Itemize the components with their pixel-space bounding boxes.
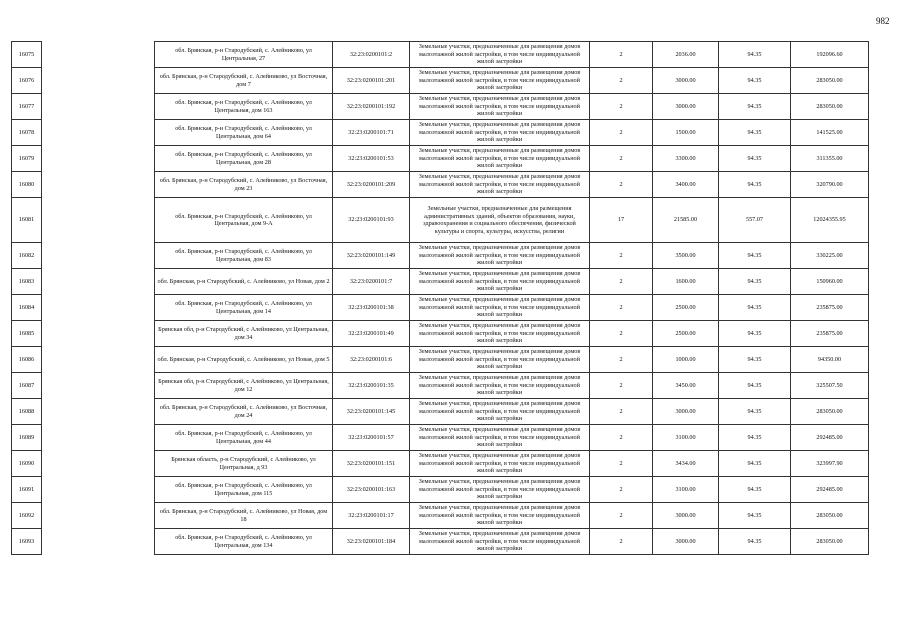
cadastral-number-cell: 32:23:0200101:2 <box>333 42 410 68</box>
group-number-cell: 2 <box>590 503 653 529</box>
record-number-cell: 16084 <box>12 295 42 321</box>
permitted-use-cell: Земельные участки, предназначенные для размещения домов малоэтажной жилой застройки, в том числе индивидуальной жилой застройки <box>410 269 590 295</box>
permitted-use-cell: Земельные участки, предназначенные для размещения домов малоэтажной жилой застройки, в том числе индивидуальной жилой застройки <box>410 477 590 503</box>
spacer-cell <box>42 425 155 451</box>
record-number-cell: 16078 <box>12 120 42 146</box>
cadastral-number-cell: 32:23:0200101:17 <box>333 503 410 529</box>
land-register-table <box>11 41 869 555</box>
cadastral-number-cell: 32:23:0200101:184 <box>333 529 410 555</box>
group-number-cell: 2 <box>590 295 653 321</box>
group-number-cell: 2 <box>590 243 653 269</box>
area-cell: 2500.00 <box>653 295 719 321</box>
address-cell: обл. Брянская, р-н Стародубский, с. Алейниково, ул Восточная, дом 23 <box>155 172 333 198</box>
specific-value-cell: 94.35 <box>719 243 791 269</box>
specific-value-cell: 557.07 <box>719 198 791 243</box>
group-number-cell: 2 <box>590 321 653 347</box>
specific-value-cell: 94.35 <box>719 321 791 347</box>
record-number-cell: 16087 <box>12 373 42 399</box>
record-number-cell: 16076 <box>12 68 42 94</box>
record-number-cell: 16088 <box>12 399 42 425</box>
cadastral-value-cell: 311355.00 <box>791 146 869 172</box>
area-cell: 3000.00 <box>653 94 719 120</box>
area-cell: 1600.00 <box>653 269 719 295</box>
group-number-cell: 2 <box>590 68 653 94</box>
table-row <box>12 243 869 269</box>
group-number-cell: 2 <box>590 529 653 555</box>
record-number-cell: 16092 <box>12 503 42 529</box>
spacer-cell <box>42 347 155 373</box>
specific-value-cell: 94.35 <box>719 399 791 425</box>
record-number-cell: 16082 <box>12 243 42 269</box>
address-cell: обл. Брянская, р-н Стародубский, с. Алейниково, ул Центральная, дом 9-А <box>155 198 333 243</box>
cadastral-value-cell: 150960.00 <box>791 269 869 295</box>
permitted-use-cell: Земельные участки, предназначенные для размещения домов малоэтажной жилой застройки, в том числе индивидуальной жилой застройки <box>410 529 590 555</box>
cadastral-number-cell: 32:23:0200101:93 <box>333 198 410 243</box>
address-cell: обл. Брянская, р-н Стародубский, с. Алейниково, ул Восточная, дом 24 <box>155 399 333 425</box>
address-cell: обл. Брянская, р-н Стародубский, с. Алейниково, ул Центральная, дом 14 <box>155 295 333 321</box>
permitted-use-cell: Земельные участки, предназначенные для размещения домов малоэтажной жилой застройки, в том числе индивидуальной жилой застройки <box>410 347 590 373</box>
cadastral-value-cell: 325507.50 <box>791 373 869 399</box>
group-number-cell: 2 <box>590 172 653 198</box>
cadastral-number-cell: 32:23:0200101:57 <box>333 425 410 451</box>
address-cell: обл. Брянская, р-н Стародубский, с. Алейниково, ул Центральная, дом 44 <box>155 425 333 451</box>
specific-value-cell: 94.35 <box>719 42 791 68</box>
spacer-cell <box>42 172 155 198</box>
spacer-cell <box>42 295 155 321</box>
record-number-cell: 16089 <box>12 425 42 451</box>
permitted-use-cell: Земельные участки, предназначенные для размещения домов малоэтажной жилой застройки, в том числе индивидуальной жилой застройки <box>410 94 590 120</box>
cadastral-number-cell: 32:23:0200101:151 <box>333 451 410 477</box>
address-cell: обл. Брянская, р-н Стародубский, с. Алейниково, ул Центральная, дом 83 <box>155 243 333 269</box>
spacer-cell <box>42 198 155 243</box>
cadastral-number-cell: 32:23:0200101:7 <box>333 269 410 295</box>
permitted-use-cell: Земельные участки, предназначенные для размещения домов малоэтажной жилой застройки, в том числе индивидуальной жилой застройки <box>410 295 590 321</box>
spacer-cell <box>42 269 155 295</box>
address-cell: обл. Брянская, р-н Стародубский, с. Алейниково, ул Центральная, дом 163 <box>155 94 333 120</box>
permitted-use-cell: Земельные участки, предназначенные для размещения домов малоэтажной жилой застройки, в том числе индивидуальной жилой застройки <box>410 451 590 477</box>
permitted-use-cell: Земельные участки, предназначенные для размещения домов малоэтажной жилой застройки, в том числе индивидуальной жилой застройки <box>410 503 590 529</box>
spacer-cell <box>42 477 155 503</box>
spacer-cell <box>42 68 155 94</box>
permitted-use-cell: Земельные участки, предназначенные для размещения домов малоэтажной жилой застройки, в том числе индивидуальной жилой застройки <box>410 42 590 68</box>
record-number-cell: 16093 <box>12 529 42 555</box>
page-number: 982 <box>876 16 890 26</box>
area-cell: 3400.00 <box>653 172 719 198</box>
cadastral-number-cell: 32:23:0200101:209 <box>333 172 410 198</box>
cadastral-value-cell: 94350.00 <box>791 347 869 373</box>
area-cell: 1500.00 <box>653 120 719 146</box>
specific-value-cell: 94.35 <box>719 146 791 172</box>
spacer-cell <box>42 373 155 399</box>
cadastral-value-cell: 320790.00 <box>791 172 869 198</box>
record-number-cell: 16080 <box>12 172 42 198</box>
area-cell: 1000.00 <box>653 347 719 373</box>
group-number-cell: 2 <box>590 451 653 477</box>
cadastral-value-cell: 235875.00 <box>791 321 869 347</box>
table-row <box>12 198 869 243</box>
cadastral-number-cell: 32:23:0200101:192 <box>333 94 410 120</box>
table-row <box>12 477 869 503</box>
record-number-cell: 16085 <box>12 321 42 347</box>
permitted-use-cell: Земельные участки, предназначенные для размещения домов малоэтажной жилой застройки, в том числе индивидуальной жилой застройки <box>410 172 590 198</box>
cadastral-value-cell: 141525.00 <box>791 120 869 146</box>
group-number-cell: 2 <box>590 373 653 399</box>
cadastral-value-cell: 283050.00 <box>791 94 869 120</box>
specific-value-cell: 94.35 <box>719 529 791 555</box>
specific-value-cell: 94.35 <box>719 451 791 477</box>
specific-value-cell: 94.35 <box>719 347 791 373</box>
specific-value-cell: 94.35 <box>719 425 791 451</box>
permitted-use-cell: Земельные участки, предназначенные для размещения административных зданий, объектов образования, науки, здравоохранения и социального обеспечения, физической культуры и спорта, культуры, искусства, религии <box>410 198 590 243</box>
cadastral-value-cell: 283050.00 <box>791 503 869 529</box>
spacer-cell <box>42 94 155 120</box>
record-number-cell: 16077 <box>12 94 42 120</box>
group-number-cell: 2 <box>590 42 653 68</box>
cadastral-value-cell: 12024355.95 <box>791 198 869 243</box>
specific-value-cell: 94.35 <box>719 68 791 94</box>
group-number-cell: 2 <box>590 399 653 425</box>
area-cell: 3500.00 <box>653 243 719 269</box>
permitted-use-cell: Земельные участки, предназначенные для размещения домов малоэтажной жилой застройки, в том числе индивидуальной жилой застройки <box>410 146 590 172</box>
area-cell: 3450.00 <box>653 373 719 399</box>
address-cell: обл. Брянская, р-н Стародубский, с. Алейниково, ул Центральная, дом 134 <box>155 529 333 555</box>
area-cell: 2500.00 <box>653 321 719 347</box>
cadastral-value-cell: 330225.00 <box>791 243 869 269</box>
table-row <box>12 94 869 120</box>
record-number-cell: 16079 <box>12 146 42 172</box>
address-cell: Брянская обл, р-н Стародубский, с Алейниково, ул Центральная, дом 12 <box>155 373 333 399</box>
area-cell: 3300.00 <box>653 146 719 172</box>
record-number-cell: 16090 <box>12 451 42 477</box>
specific-value-cell: 94.35 <box>719 503 791 529</box>
cadastral-number-cell: 32:23:0200101:71 <box>333 120 410 146</box>
cadastral-value-cell: 292485.00 <box>791 477 869 503</box>
specific-value-cell: 94.35 <box>719 295 791 321</box>
area-cell: 3100.00 <box>653 425 719 451</box>
group-number-cell: 2 <box>590 120 653 146</box>
spacer-cell <box>42 42 155 68</box>
spacer-cell <box>42 529 155 555</box>
address-cell: обл. Брянская, р-н Стародубский, с. Алейниково, ул Центральная, 27 <box>155 42 333 68</box>
permitted-use-cell: Земельные участки, предназначенные для размещения домов малоэтажной жилой застройки, в том числе индивидуальной жилой застройки <box>410 243 590 269</box>
specific-value-cell: 94.35 <box>719 172 791 198</box>
table-body <box>12 42 869 555</box>
area-cell: 21585.00 <box>653 198 719 243</box>
cadastral-value-cell: 323997.90 <box>791 451 869 477</box>
table-row <box>12 42 869 68</box>
permitted-use-cell: Земельные участки, предназначенные для размещения домов малоэтажной жилой застройки, в том числе индивидуальной жилой застройки <box>410 68 590 94</box>
address-cell: обл. Брянская, р-н Стародубский, с. Алейниково, ул Новая, дом 2 <box>155 269 333 295</box>
record-number-cell: 16083 <box>12 269 42 295</box>
address-cell: обл. Брянская, р-н Стародубский, с. Алейниково, ул Центральная, дом 115 <box>155 477 333 503</box>
area-cell: 3000.00 <box>653 68 719 94</box>
specific-value-cell: 94.35 <box>719 94 791 120</box>
cadastral-number-cell: 32:23:0200101:35 <box>333 373 410 399</box>
cadastral-number-cell: 32:23:0200101:145 <box>333 399 410 425</box>
specific-value-cell: 94.35 <box>719 120 791 146</box>
group-number-cell: 2 <box>590 477 653 503</box>
specific-value-cell: 94.35 <box>719 269 791 295</box>
address-cell: обл. Брянская, р-н Стародубский, с. Алейниково, ул Центральная, дом 28 <box>155 146 333 172</box>
address-cell: обл. Брянская, р-н Стародубский, с. Алейниково, ул Восточная, дом 7 <box>155 68 333 94</box>
permitted-use-cell: Земельные участки, предназначенные для размещения домов малоэтажной жилой застройки, в том числе индивидуальной жилой застройки <box>410 373 590 399</box>
cadastral-number-cell: 32:23:0200101:149 <box>333 243 410 269</box>
group-number-cell: 2 <box>590 94 653 120</box>
permitted-use-cell: Земельные участки, предназначенные для размещения домов малоэтажной жилой застройки, в том числе индивидуальной жилой застройки <box>410 120 590 146</box>
permitted-use-cell: Земельные участки, предназначенные для размещения домов малоэтажной жилой застройки, в том числе индивидуальной жилой застройки <box>410 321 590 347</box>
address-cell: обл. Брянская, р-н Стародубский, с. Алейниково, ул Новая, дом 5 <box>155 347 333 373</box>
table-row <box>12 68 869 94</box>
group-number-cell: 2 <box>590 347 653 373</box>
record-number-cell: 16086 <box>12 347 42 373</box>
area-cell: 3000.00 <box>653 399 719 425</box>
permitted-use-cell: Земельные участки, предназначенные для размещения домов малоэтажной жилой застройки, в том числе индивидуальной жилой застройки <box>410 425 590 451</box>
area-cell: 3000.00 <box>653 503 719 529</box>
table-row <box>12 451 869 477</box>
table-row <box>12 269 869 295</box>
table-row <box>12 146 869 172</box>
area-cell: 3000.00 <box>653 529 719 555</box>
cadastral-value-cell: 235875.00 <box>791 295 869 321</box>
cadastral-number-cell: 32:23:0200101:38 <box>333 295 410 321</box>
cadastral-value-cell: 292485.00 <box>791 425 869 451</box>
spacer-cell <box>42 243 155 269</box>
table-row <box>12 503 869 529</box>
cadastral-value-cell: 283050.00 <box>791 529 869 555</box>
spacer-cell <box>42 503 155 529</box>
record-number-cell: 16091 <box>12 477 42 503</box>
table-row <box>12 347 869 373</box>
record-number-cell: 16075 <box>12 42 42 68</box>
area-cell: 3100.00 <box>653 477 719 503</box>
group-number-cell: 17 <box>590 198 653 243</box>
permitted-use-cell: Земельные участки, предназначенные для размещения домов малоэтажной жилой застройки, в том числе индивидуальной жилой застройки <box>410 399 590 425</box>
record-number-cell: 16081 <box>12 198 42 243</box>
specific-value-cell: 94.35 <box>719 373 791 399</box>
cadastral-value-cell: 283050.00 <box>791 399 869 425</box>
address-cell: обл. Брянская, р-н Стародубский, с. Алейниково, ул Новая, дом 18 <box>155 503 333 529</box>
group-number-cell: 2 <box>590 425 653 451</box>
table-row <box>12 373 869 399</box>
spacer-cell <box>42 451 155 477</box>
address-cell: Брянская область, р-н Стародубский, с Алейниково, ул Центральная, д 93 <box>155 451 333 477</box>
area-cell: 3434.00 <box>653 451 719 477</box>
address-cell: обл. Брянская, р-н Стародубский, с. Алейниково, ул Центральная, дом 64 <box>155 120 333 146</box>
spacer-cell <box>42 399 155 425</box>
cadastral-value-cell: 283050.00 <box>791 68 869 94</box>
cadastral-number-cell: 32:23:0200101:201 <box>333 68 410 94</box>
spacer-cell <box>42 146 155 172</box>
table-row <box>12 399 869 425</box>
group-number-cell: 2 <box>590 269 653 295</box>
cadastral-number-cell: 32:23:0200101:163 <box>333 477 410 503</box>
spacer-cell <box>42 120 155 146</box>
address-cell: Брянская обл, р-н Стародубский, с Алейниково, ул Центральная, дом 34 <box>155 321 333 347</box>
cadastral-number-cell: 32:23:0200101:49 <box>333 321 410 347</box>
table-row <box>12 425 869 451</box>
table-row <box>12 172 869 198</box>
cadastral-number-cell: 32:23:0200101:6 <box>333 347 410 373</box>
table-row <box>12 529 869 555</box>
cadastral-value-cell: 192096.60 <box>791 42 869 68</box>
table-row <box>12 321 869 347</box>
table-row <box>12 120 869 146</box>
cadastral-number-cell: 32:23:0200101:53 <box>333 146 410 172</box>
spacer-cell <box>42 321 155 347</box>
table-row <box>12 295 869 321</box>
group-number-cell: 2 <box>590 146 653 172</box>
area-cell: 2036.00 <box>653 42 719 68</box>
specific-value-cell: 94.35 <box>719 477 791 503</box>
